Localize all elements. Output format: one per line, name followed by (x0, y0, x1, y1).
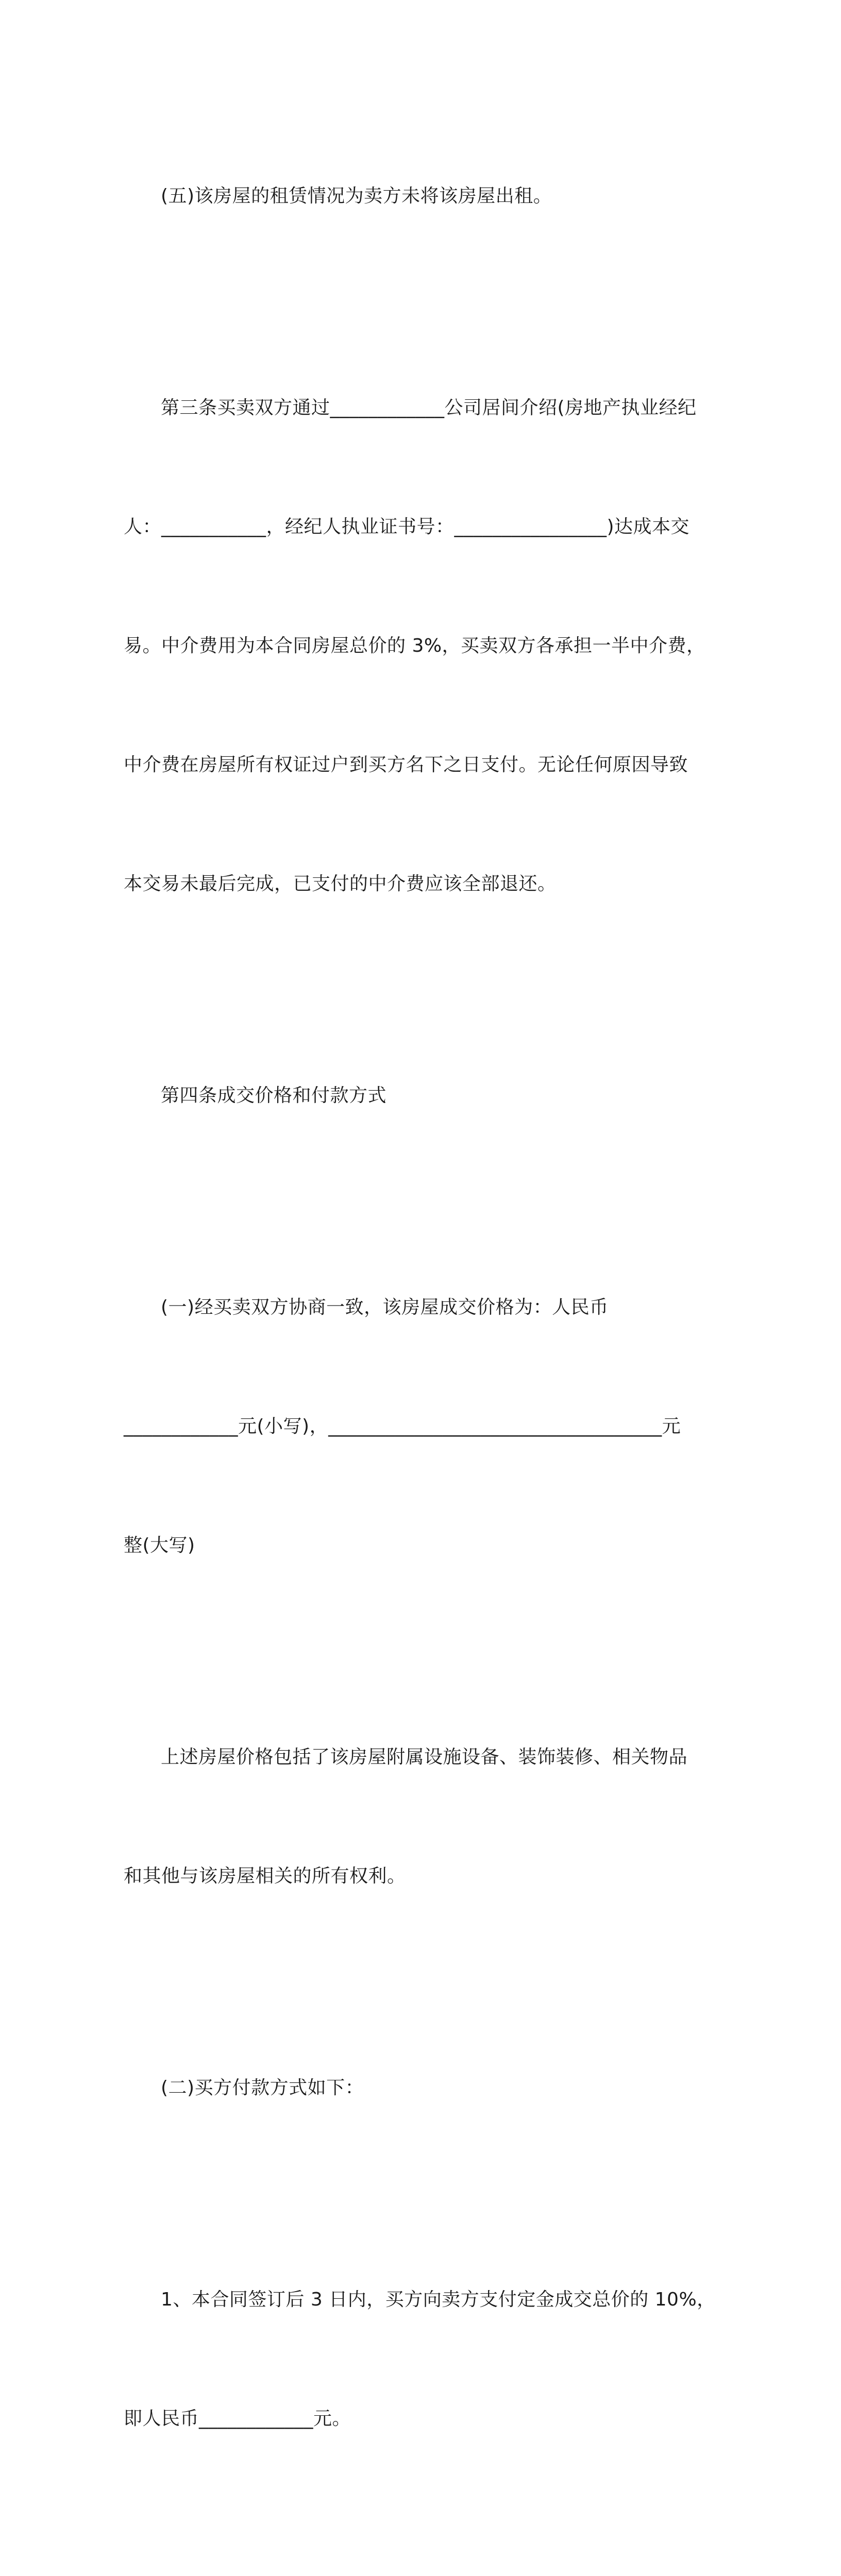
paragraph-article-3-agency (124, 309, 716, 983)
paragraph-price-includes (124, 1658, 716, 1975)
paragraph-payment-deposit (124, 2200, 716, 2518)
text-line: 整(大写) (124, 1535, 195, 1556)
text-line: 第四条成交价格和付款方式 (161, 1085, 387, 1106)
document-body (124, 97, 716, 2576)
text-line: 和其他与该房屋相关的所有权利。 (124, 1866, 406, 1887)
paragraph-price-agreement (124, 1208, 716, 1645)
text-line: 1、本合同签订后 3 日内，买方向卖方支付定金成交总价的 10%， (161, 2289, 716, 2310)
text-line: 第三条买卖双方通过____________公司居间介绍(房地产执业经纪 (161, 397, 697, 418)
paragraph-article-4-heading (124, 996, 716, 1195)
text-line: 人：___________，经纪人执业证书号：________________)达成本交 (124, 516, 690, 537)
text-line: 即人民币____________元。 (124, 2408, 351, 2429)
text-line: 本交易未最后完成，已支付的中介费应该全部退还。 (124, 873, 557, 894)
text-line: (二)买方付款方式如下： (161, 2077, 364, 2098)
paragraph-payment-transfer (124, 2531, 716, 2576)
text-line: ____________元(小写)，___________________________________元 (124, 1416, 681, 1437)
text-line: (五)该房屋的租赁情况为卖方未将该房屋出租。 (161, 185, 552, 207)
text-line: 中介费在房屋所有权证过户到买方名下之日支付。无论任何原因导致 (124, 754, 688, 775)
text-line: 易。中介费用为本合同房屋总价的 3%，买卖双方各承担一半中介费， (124, 635, 705, 656)
text-line: 上述房屋价格包括了该房屋附属设施设备、装饰装修、相关物品 (161, 1747, 688, 1768)
text-line: (一)经买卖双方协商一致，该房屋成交价格为：人民币 (161, 1297, 609, 1318)
paragraph-payment-method-heading (124, 1989, 716, 2187)
paragraph-lease-status (124, 97, 716, 295)
